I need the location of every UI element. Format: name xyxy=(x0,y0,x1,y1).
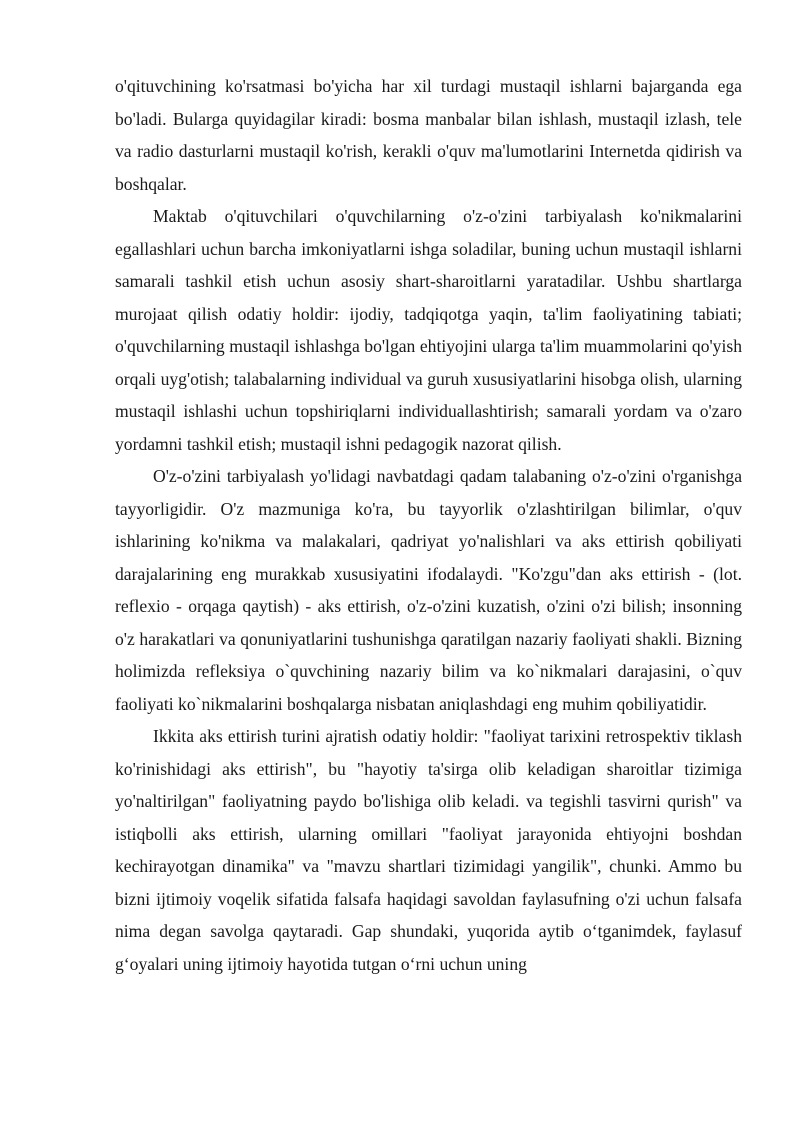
paragraph-2: Maktab o'qituvchilari o'quvchilarning o'z-o'zini tarbiyalash ko'nikmalarini egallashlari uchun barcha imkoniyatlarni ishga soladilar, buning uchun mustaqil ishlarni samarali tashkil etish uchun asosiy shart-sharoitlarni yaratadilar. Ushbu shartlarga murojaat qilish odatiy holdir: ijodiy, tadqiqotga yaqin, ta'lim faoliyatining tabiati; o'quvchilarning mustaqil ishlashga bo'lgan ehtiyojini ularga ta'lim muammolarini qo'yish orqali uyg'otish; talabalarning individual va guruh xususiyatlarini hisobga olish, ularning mustaqil ishlashi uchun topshiriqlarni individuallashtirish; samarali yordam va o'zaro yordamni tashkil etish; mustaqil ishni pedagogik nazorat qilish. xyxy=(115,206,742,454)
document-page xyxy=(115,70,742,980)
paragraph-3: O'z-o'zini tarbiyalash yo'lidagi navbatdagi qadam talabaning o'z-o'zini o'rganishga tayyorligidir. O'z mazmuniga ko'ra, bu tayyorlik o'zlashtirilgan bilimlar, o'quv ishlarining ko'nikma va malakalari, qadriyat yo'nalishlari va aks ettirish qobiliyati darajalarining eng murakkab xususiyatini ifodalaydi. "Ko'zgu"dan aks ettirish - (lot. reflexio - orqaga qaytish) - aks ettirish, o'z-o'zini kuzatish, o'zini o'zi bilish; insonning o'z harakatlari va qonuniyatlarini tushunishga qaratilgan nazariy faoliyati shakli. Bizning holimizda refleksiya o`quvchining nazariy bilim va ko`nikmalari darajasini, o`quv faoliyati ko`nikmalarini boshqalarga nisbatan aniqlashdagi eng muhim qobiliyatidir. xyxy=(115,466,742,714)
paragraph-4: Ikkita aks ettirish turini ajratish odatiy holdir: "faoliyat tarixini retrospektiv tiklash ko'rinishidagi aks ettirish", bu "hayotiy ta'sirga olib keladigan sharoitlar tizimiga yo'naltirilgan" faoliyatning paydo bo'lishiga olib keladi. va tegishli tasvirni qurish" va istiqbolli aks ettirish, ularning omillari "faoliyat jarayonida ehtiyojni boshdan kechirayotgan dinamika" va "mavzu shartlari tizimidagi yangilik", chunki. Ammo bu bizni ijtimoiy voqelik sifatida falsafa haqidagi savoldan faylasufning o'zi uchun falsafa nima degan savolga qaytaradi. Gap shundaki, yuqorida aytib o‘tganimdek, faylasuf g‘oyalari uning ijtimoiy hayotida tutgan o‘rni uchun uning xyxy=(115,726,742,974)
paragraph-1: o'qituvchining ko'rsatmasi bo'yicha har xil turdagi mustaqil ishlarni bajarganda ega bo'ladi. Bularga quyidagilar kiradi: bosma manbalar bilan ishlash, mustaqil izlash, tele va radio dasturlarni mustaqil ko'rish, kerakli o'quv ma'lumotlarini Internetda qidirish va boshqalar. xyxy=(115,76,742,194)
